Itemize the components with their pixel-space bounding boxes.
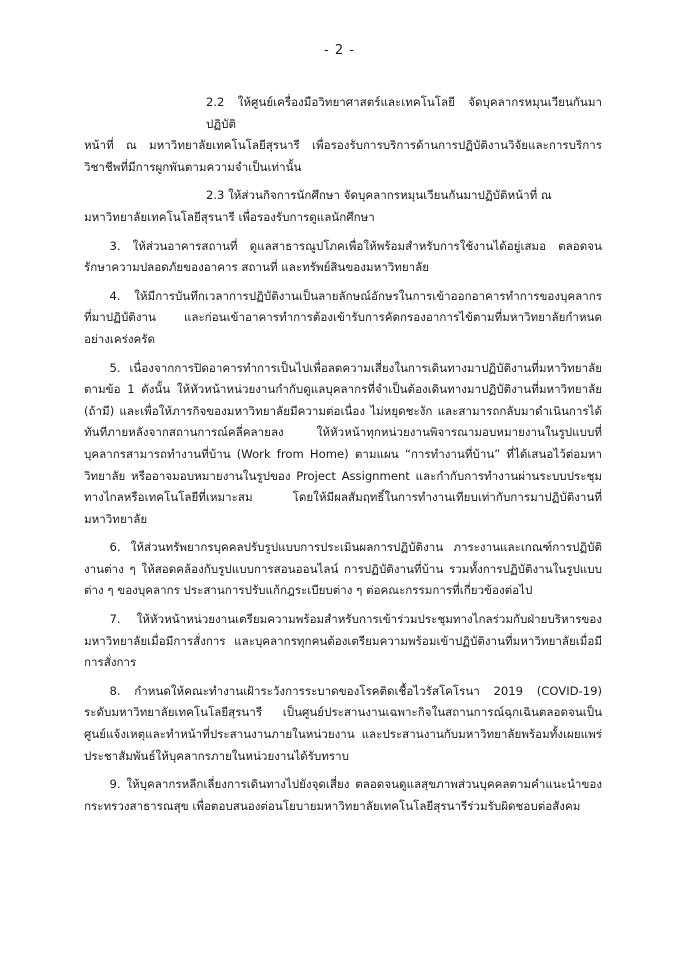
- paragraph-6: 6. ให้ส่วนทรัพยากรบุคคลปรับรูปแบบการประเมินผลการปฏิบัติงาน ภาระงานและเกณฑ์การปฏิบัติงานต่าง ๆ ให้สอดคล้องกับรูปแบบการสอนออนไลน์ การปฏิบัติงานที่บ้าน รวมทั้งการปฏิบัติงานในรูปแบบต่าง ๆ ของบุคลากร ประสานการปรับแก้กฎระเบียบต่าง ๆ ต่อคณะกรรมการที่เกี่ยวข้องต่อไป: [84, 540, 602, 598]
- paragraph-7: 7. ให้หัวหน้าหน่วยงานเตรียมความพร้อมสำหรับการเข้าร่วมประชุมทางไกลร่วมกับฝ่ายบริหารของมหาวิทยาลัยเมื่อมีการสั่งการ และบุคลากรทุกคนต้องเตรียมความพร้อมเข้าปฏิบัติงานที่มหาวิทยาลัยเมื่อมีการสั่งการ: [84, 612, 602, 670]
- paragraph-9: 9. ให้บุคลากรหลีกเลี่ยงการเดินทางไปยังจุดเสี่ยง ตลอดจนดูแลสุขภาพส่วนบุคคลตามคำแนะนำของกระทรวงสาธารณสุข เพื่อตอบสนองต่อนโยบายมหาวิทยาลัยเทคโนโลยีสุรนารีร่วมรับผิดชอบต่อสังคม: [84, 777, 602, 813]
- paragraph-2-3-rest: มหาวิทยาลัยเทคโนโลยีสุรนารี เพื่อรองรับการดูแลนักศึกษา: [84, 209, 375, 224]
- paragraph-4: 4. ให้มีการบันทึกเวลาการปฏิบัติงานเป็นลายลักษณ์อักษรในการเข้าออกอาคารทำการของบุคลากรที่มาปฏิบัติงาน และก่อนเข้าอาคารทำการต้องเข้ารับการคัดกรองอาการไข้ตามที่มหาวิทยาลัยกำหนดอย่างเคร่งครัด: [84, 288, 602, 346]
- document-body: [84, 92, 602, 824]
- paragraph-3: 3. ให้ส่วนอาคารสถานที่ ดูแลสาธารณูปโภคเพื่อให้พร้อมสำหรับการใช้งานได้อยู่เสมอ ตลอดจนรักษาความปลอดภัยของอาคาร สถานที่ และทรัพย์สินของมหาวิทยาลัย: [84, 238, 602, 275]
- paragraph-8: 8. กำหนดให้คณะทำงานเฝ้าระวังการระบาดของโรคติดเชื้อไวรัสโคโรนา 2019 (COVID-19) ระดับมหาวิทยาลัยเทคโนโลยีสุรนารี เป็นศูนย์ประสานงานเฉพาะกิจในสถานการณ์ฉุกเฉินตลอดจนเป็นศูนย์แจ้งเหตุและทำหน้าที่ประสานงานภายในหน่วยงาน และประสานงานกับมหาวิทยาลัยพร้อมทั้งเผยแพร่ประชาสัมพันธ์ให้บุคลากรภายในหน่วยงานได้รับทราบ: [84, 683, 602, 763]
- paragraph-2-2-first-line: 2.2 ให้ศูนย์เครื่องมือวิทยาศาสตร์และเทคโนโลยี จัดบุคลากรหมุนเวียนกันมาปฏิบัติ: [206, 95, 602, 131]
- paragraph-2-3-first-line: 2.3 ให้ส่วนกิจการนักศึกษา จัดบุคลากรหมุนเวียนกันมาปฏิบัติหน้าที่ ณ: [206, 188, 552, 203]
- paragraph-2-2-rest: หน้าที่ ณ มหาวิทยาลัยเทคโนโลยีสุรนารี เพื่อรองรับการบริการด้านการปฏิบัติงานวิจัยและการบริการวิชาชีพที่มีการผูกพันตามความจำเป็นเท่านั้น: [84, 138, 602, 174]
- paragraph-2-3: [84, 185, 602, 228]
- paragraph-2-2: [84, 92, 602, 178]
- page-number: - 2 -: [324, 43, 355, 58]
- paragraph-5: 5. เนื่องจากการปิดอาคารทำการเป็นไปเพื่อลดความเสี่ยงในการเดินทางมาปฏิบัติงานที่มหาวิทยาลัยตามข้อ 1 ดังนั้น ให้หัวหน้าหน่วยงานกำกับดูแลบุคลากรที่จำเป็นต้องเดินทางมาปฏิบัติงานที่มหาวิทยาลัย (ถ้ามี) และเพื่อให้ภารกิจของมหาวิทยาลัยมีความต่อเนื่อง ไม่หยุดชะงัก และสามารถกลับมาดำเนินการได้ทันทีภายหลังจากสถานการณ์คลี่คลายลง ให้หัวหน้าทุกหน่วยงานพิจารณามอบหมายงานในรูปแบบที่บุคลากรสามารถทำงานที่บ้าน (Work from Home) ตามแผน “การทำงานที่บ้าน” ที่ได้เสนอไว้ต่อมหาวิทยาลัย หรืออาจมอบหมายงานในรูปของ Project Assignment และกำกับการทำงานผ่านระบบประชุมทางไกลหรือเทคโนโลยีที่เหมาะสม โดยให้มีผลสัมฤทธิ์ในการทำงานเทียบเท่ากับการมาปฏิบัติงานที่มหาวิทยาลัย: [84, 360, 602, 526]
